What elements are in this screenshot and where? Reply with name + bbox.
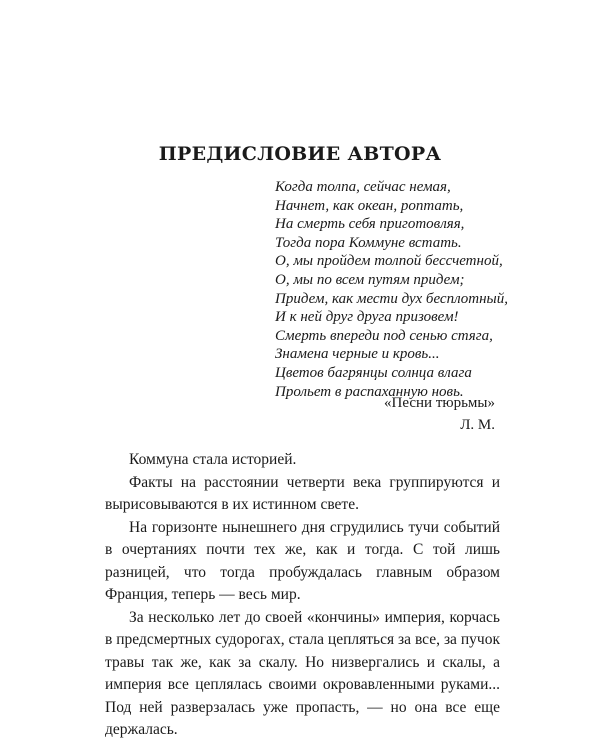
poem-line: Когда толпа, сейчас немая, xyxy=(275,179,451,195)
epigraph-attribution xyxy=(384,392,495,436)
paragraph: За несколько лет до своей «кончины» империя, корчась в предсмертных судорогах, стала цепляться за все, за пучок травы так же, как за скалу. Но низвергались и скалы, а империя все цеплялась своими окровавленными руками... Под ней разверзалась уже пропасть, — но она все еще держалась. xyxy=(105,608,500,738)
paragraph: На горизонте нынешнего дня сгрудились тучи событий в очертаниях почти тех же, как и тогда. С той лишь разницей, что тогда пробуждалась главным образом Франция, теперь — весь мир. xyxy=(105,518,500,603)
poem-line: О, мы пройдем толпой бессчетной, xyxy=(275,253,503,270)
epigraph-source: «Песни тюрьмы» xyxy=(384,395,495,411)
chapter-title: ПРЕДИСЛОВИЕ АВТОРА xyxy=(158,143,442,165)
paragraph: Коммуна стала историей. xyxy=(129,451,297,468)
poem-line: О, мы по всем путям придем; xyxy=(275,271,465,288)
poem-line: Знамена черные и кровь... xyxy=(275,346,440,363)
epigraph-author: Л. М. xyxy=(460,417,495,433)
poem-line: Начнет, как океан, роптать, xyxy=(275,197,464,214)
poem-line: И к ней друг друга призовем! xyxy=(275,309,459,326)
paragraph: Факты на расстоянии четверти века группируются и вырисовываются в их истинном свете. xyxy=(105,473,500,513)
poem-line: Смерть впереди под сенью стяга, xyxy=(275,327,493,344)
body-text xyxy=(105,449,500,742)
poem-line: Тогда пора Коммуне встать. xyxy=(275,234,462,251)
poem-line: На смерть себя приготовляя, xyxy=(275,216,465,233)
epigraph-poem xyxy=(275,178,508,401)
poem-line: Цветов багрянцы солнца влага xyxy=(275,364,472,381)
poem-line: Придем, как мести дух бесплотный, xyxy=(275,290,508,307)
poem-line: Прольет в распаханную новь. xyxy=(275,383,464,400)
